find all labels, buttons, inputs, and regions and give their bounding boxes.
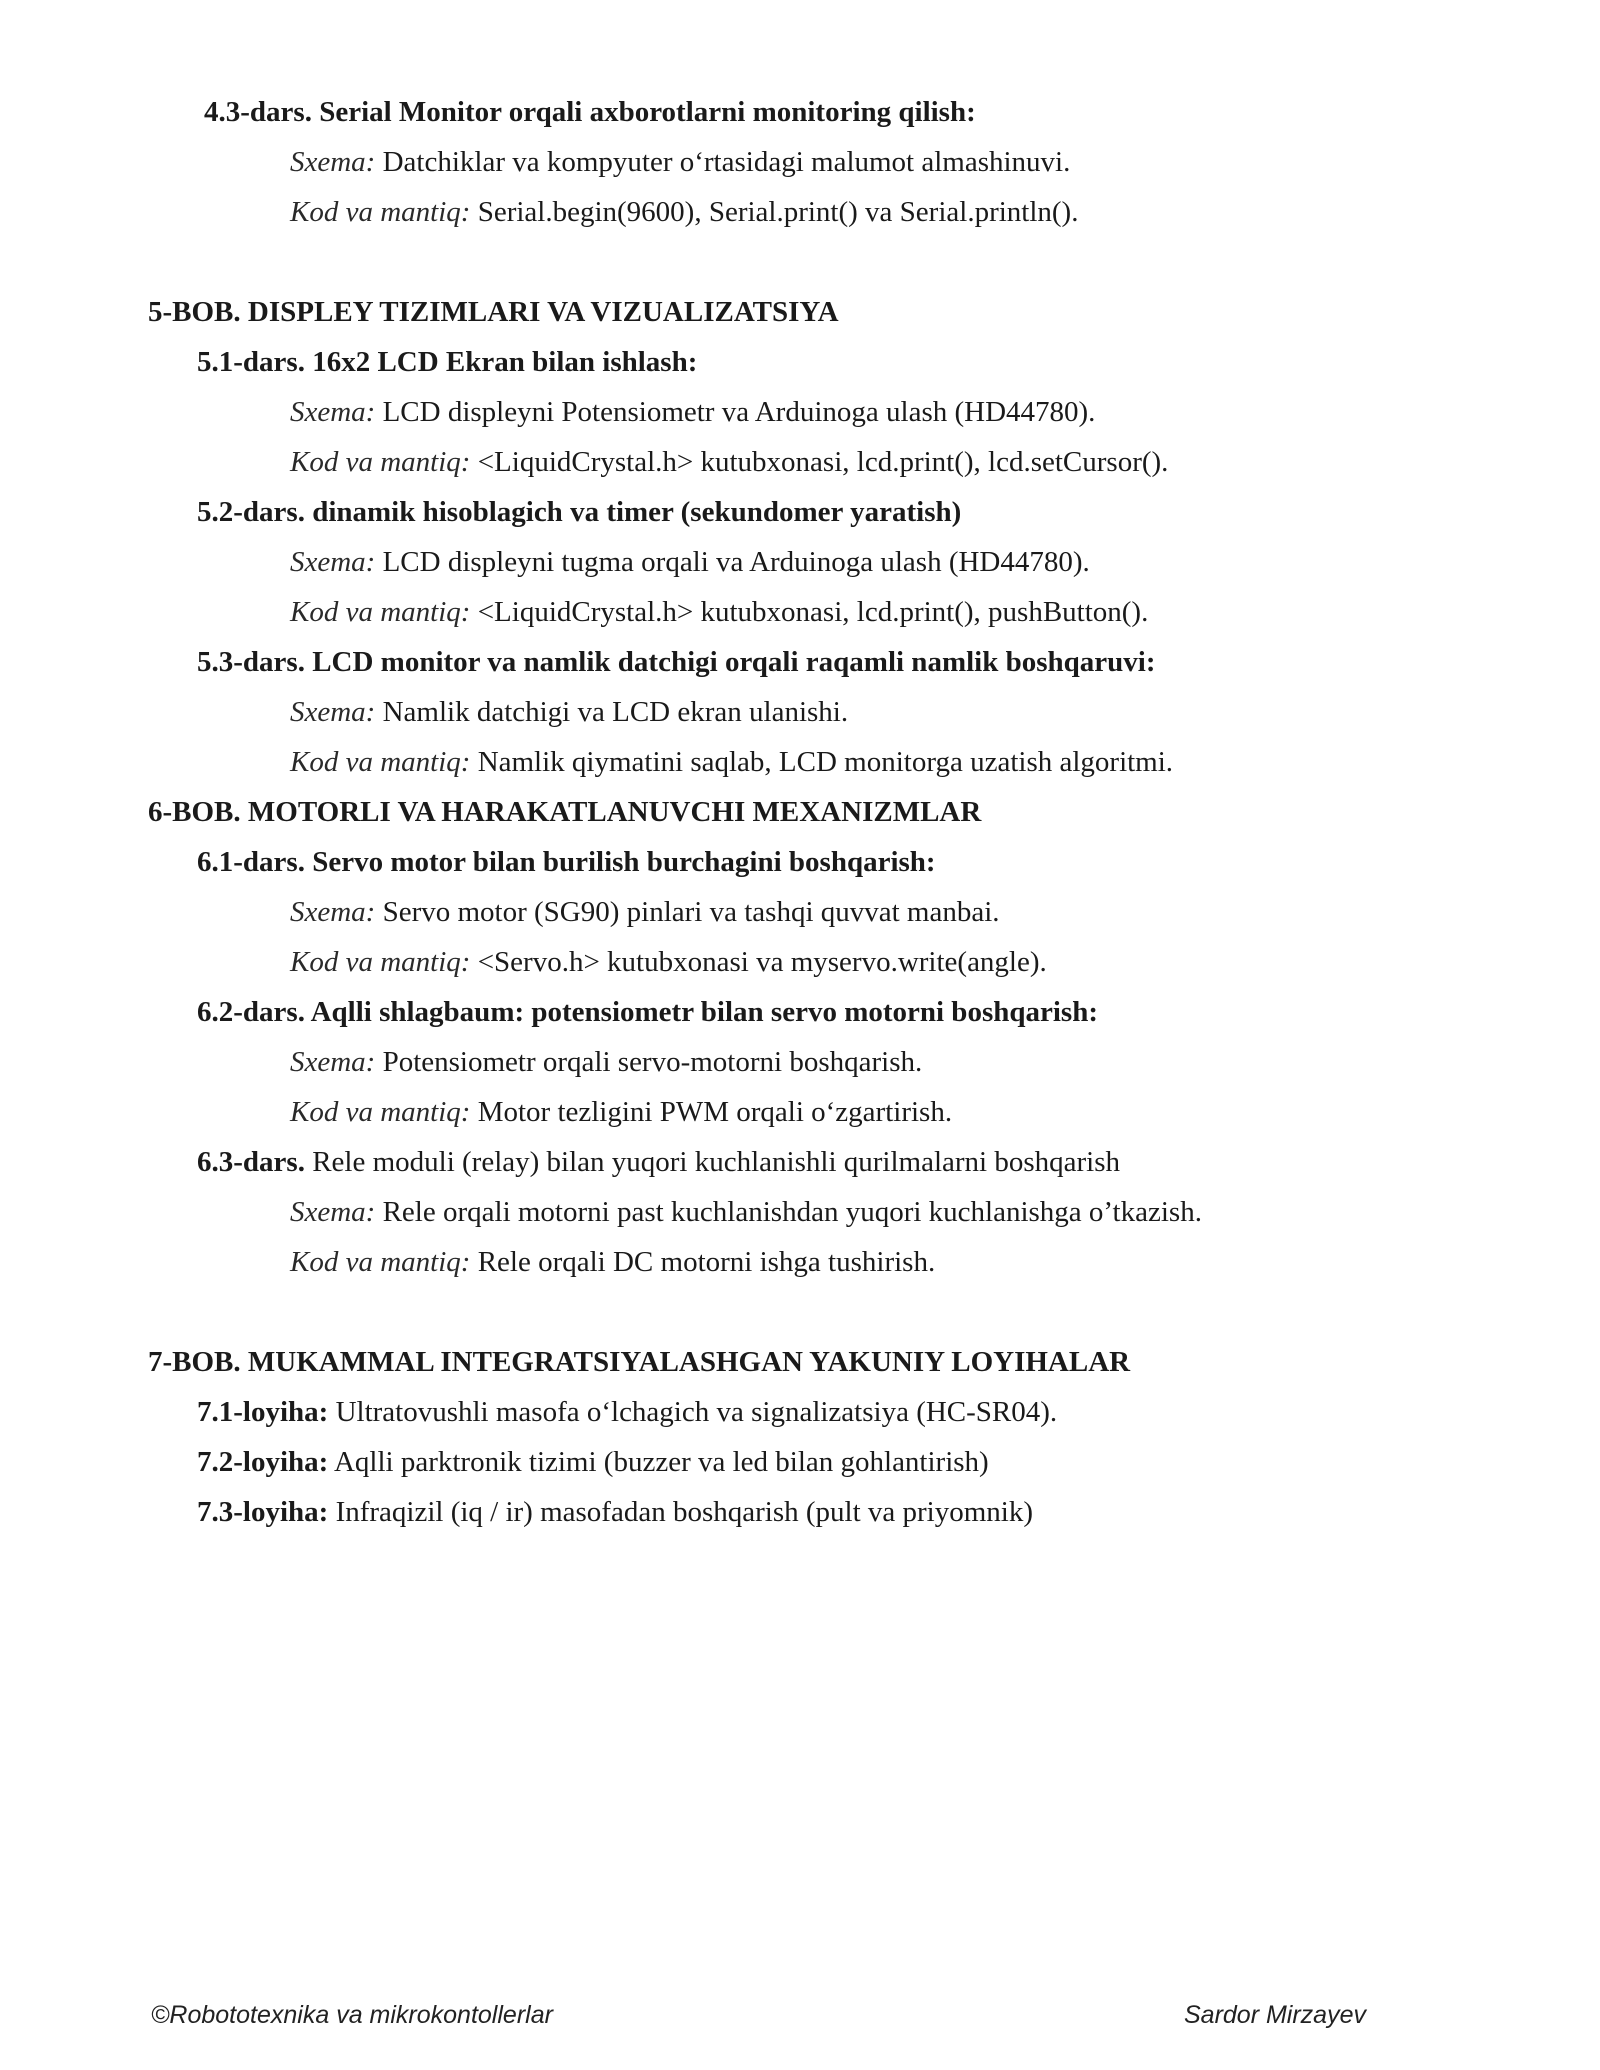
schema-label: Sxema: (290, 896, 376, 928)
code-text: Serial.begin(9600), Serial.print() va Serial.println(). (477, 196, 1079, 228)
lesson-6-3-schema (290, 1195, 1202, 1229)
chapter-5-heading: 5-BOB. DISPLEY TIZIMLARI VA VIZUALIZATSIYA (148, 296, 839, 328)
schema-text: Servo motor (SG90) pinlari va tashqi quvvat manbai. (382, 896, 1000, 928)
schema-label: Sxema: (290, 546, 376, 578)
code-text: <LiquidCrystal.h> kutubxonasi, lcd.print(), pushButton(). (477, 596, 1149, 628)
code-label: Kod va mantiq: (290, 1246, 471, 1278)
lesson-5-1-title: 5.1-dars. 16x2 LCD Ekran bilan ishlash: (197, 346, 698, 378)
project-7-3 (197, 1495, 1033, 1529)
code-label: Kod va mantiq: (290, 946, 471, 978)
code-label: Kod va mantiq: (290, 1096, 471, 1128)
schema-label: Sxema: (290, 1046, 376, 1078)
code-text: Motor tezligini PWM orqali o‘zgartirish. (477, 1096, 953, 1128)
project-text: Infraqizil (iq / ir) masofadan boshqarish (pult va priyomnik) (335, 1496, 1033, 1528)
lesson-6-2-title: 6.2-dars. Aqlli shlagbaum: potensiometr bilan servo motorni boshqarish: (197, 996, 1098, 1028)
project-label: 7.1-loyiha: (197, 1396, 329, 1428)
lesson-5-3-title: 5.3-dars. LCD monitor va namlik datchigi orqali raqamli namlik boshqaruvi: (197, 646, 1156, 678)
chapter-6-heading: 6-BOB. MOTORLI VA HARAKATLANUVCHI MEXANIZMLAR (148, 796, 982, 828)
code-text: <LiquidCrystal.h> kutubxonasi, lcd.print(), lcd.setCursor(). (477, 446, 1169, 478)
code-label: Kod va mantiq: (290, 746, 471, 778)
schema-label: Sxema: (290, 396, 376, 428)
project-label: 7.3-loyiha: (197, 1496, 329, 1528)
code-text: Rele orqali DC motorni ishga tushirish. (477, 1246, 936, 1278)
lesson-6-3-title (197, 1145, 1120, 1179)
lesson-5-3-schema (290, 695, 848, 729)
footer-copyright: ©Robototexnika va mikrokontollerlar (151, 2001, 553, 2029)
lesson-4-3-schema (290, 145, 1070, 179)
lesson-5-2-title: 5.2-dars. dinamik hisoblagich va timer (sekundomer yaratish) (197, 496, 962, 528)
lesson-5-1-schema (290, 395, 1095, 429)
lesson-5-2-code (290, 595, 1148, 629)
lesson-6-2-code (290, 1095, 952, 1129)
lesson-4-3-code (290, 195, 1078, 229)
footer-author: Sardor Mirzayev (1184, 2001, 1366, 2029)
lesson-5-2-schema (290, 545, 1090, 579)
project-7-2 (197, 1445, 989, 1479)
lesson-6-1-schema (290, 895, 1000, 929)
lesson-6-3-code (290, 1245, 935, 1279)
code-text: Namlik qiymatini saqlab, LCD monitorga uzatish algoritmi. (477, 746, 1174, 778)
code-text: <Servo.h> kutubxonasi va myservo.write(angle). (477, 946, 1047, 978)
project-7-1 (197, 1395, 1057, 1429)
schema-label: Sxema: (290, 146, 376, 178)
code-label: Kod va mantiq: (290, 446, 471, 478)
lesson-number: 6.3-dars. (197, 1146, 305, 1178)
lesson-4-3-title: 4.3-dars. Serial Monitor orqali axborotlarni monitoring qilish: (204, 96, 976, 128)
schema-text: Rele orqali motorni past kuchlanishdan yuqori kuchlanishga o’tkazish. (382, 1196, 1202, 1228)
schema-label: Sxema: (290, 1196, 376, 1228)
code-label: Kod va mantiq: (290, 596, 471, 628)
lesson-title-text: Rele moduli (relay) bilan yuqori kuchlanishli qurilmalarni boshqarish (312, 1146, 1120, 1178)
project-text: Aqlli parktronik tizimi (buzzer va led bilan gohlantirish) (333, 1446, 989, 1478)
lesson-6-2-schema (290, 1045, 922, 1079)
lesson-5-1-code (290, 445, 1168, 479)
project-label: 7.2-loyiha: (197, 1446, 329, 1478)
lesson-6-1-title: 6.1-dars. Servo motor bilan burilish burchagini boshqarish: (197, 846, 936, 878)
schema-text: LCD displeyni tugma orqali va Arduinoga ulash (HD44780). (382, 546, 1090, 578)
chapter-7-heading: 7-BOB. MUKAMMAL INTEGRATSIYALASHGAN YAKUNIY LOYIHALAR (148, 1346, 1131, 1378)
schema-text: Datchiklar va kompyuter o‘rtasidagi malumot almashinuvi. (382, 146, 1071, 178)
project-text: Ultratovushli masofa o‘lchagich va signalizatsiya (HC-SR04). (335, 1396, 1058, 1428)
lesson-6-1-code (290, 945, 1047, 979)
schema-text: LCD displeyni Potensiometr va Arduinoga ulash (HD44780). (382, 396, 1096, 428)
schema-text: Potensiometr orqali servo-motorni boshqarish. (382, 1046, 923, 1078)
schema-label: Sxema: (290, 696, 376, 728)
schema-text: Namlik datchigi va LCD ekran ulanishi. (382, 696, 849, 728)
lesson-5-3-code (290, 745, 1173, 779)
code-label: Kod va mantiq: (290, 196, 471, 228)
